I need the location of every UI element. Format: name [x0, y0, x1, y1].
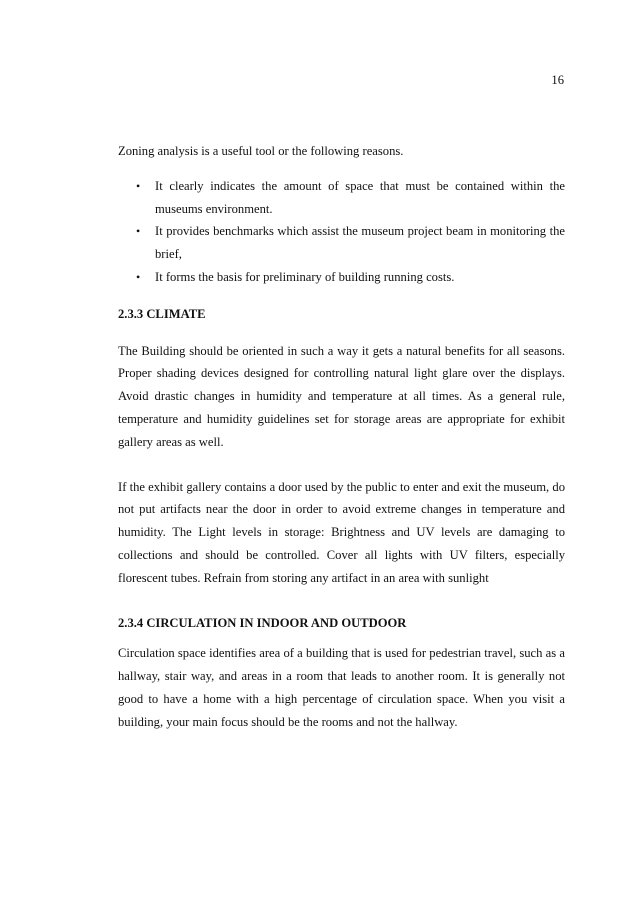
bullet-text: It forms the basis for preliminary of building running costs.: [155, 269, 455, 284]
bullet-text: It provides benchmarks which assist the museum project beam in monitoring the brief,: [155, 224, 565, 262]
page-number: 16: [551, 73, 564, 87]
bullet-icon: •: [136, 224, 141, 239]
climate-paragraph: If the exhibit gallery contains a door used by the public to enter and exit the museum, do not put artifacts near the door in order to avoid extreme changes in temperature and humidity. The Light levels in storage: Brightness and UV levels are damaging to collections and should be controlled. Cover all lights with UV filters, especially florescent tubes. Refrain from storing any artifact in an area with sunlight: [118, 479, 565, 585]
bullet-icon: •: [136, 178, 141, 193]
page-content: [118, 140, 565, 734]
bullet-icon: •: [136, 269, 141, 284]
section-heading-climate: 2.3.3 CLIMATE: [118, 306, 206, 321]
bullet-item: [118, 266, 565, 289]
section-heading-circulation: 2.3.4 CIRCULATION IN INDOOR AND OUTDOOR: [118, 615, 407, 630]
climate-paragraph: The Building should be oriented in such a way it gets a natural benefits for all seasons. Proper shading devices designed for controlling natural light glare over the displays. Avoid drastic changes in humidity and temperature at all times. As a general rule, temperature and humidity guidelines set for storage areas are appropriate for exhibit gallery areas as well.: [118, 343, 565, 449]
bullet-item: [118, 220, 565, 266]
circulation-paragraph: Circulation space identifies area of a building that is used for pedestrian travel, such as a hallway, stair way, and areas in a room that leads to another room. It is generally not good to have a home with a high percentage of circulation space. When you visit a building, your main focus should be the rooms and not the hallway.: [118, 646, 565, 729]
bullet-text: It clearly indicates the amount of space that must be contained within the museums environment.: [155, 178, 565, 216]
bullet-item: [118, 175, 565, 221]
intro-paragraph: Zoning analysis is a useful tool or the following reasons.: [118, 144, 404, 158]
bullet-list: [118, 175, 565, 289]
